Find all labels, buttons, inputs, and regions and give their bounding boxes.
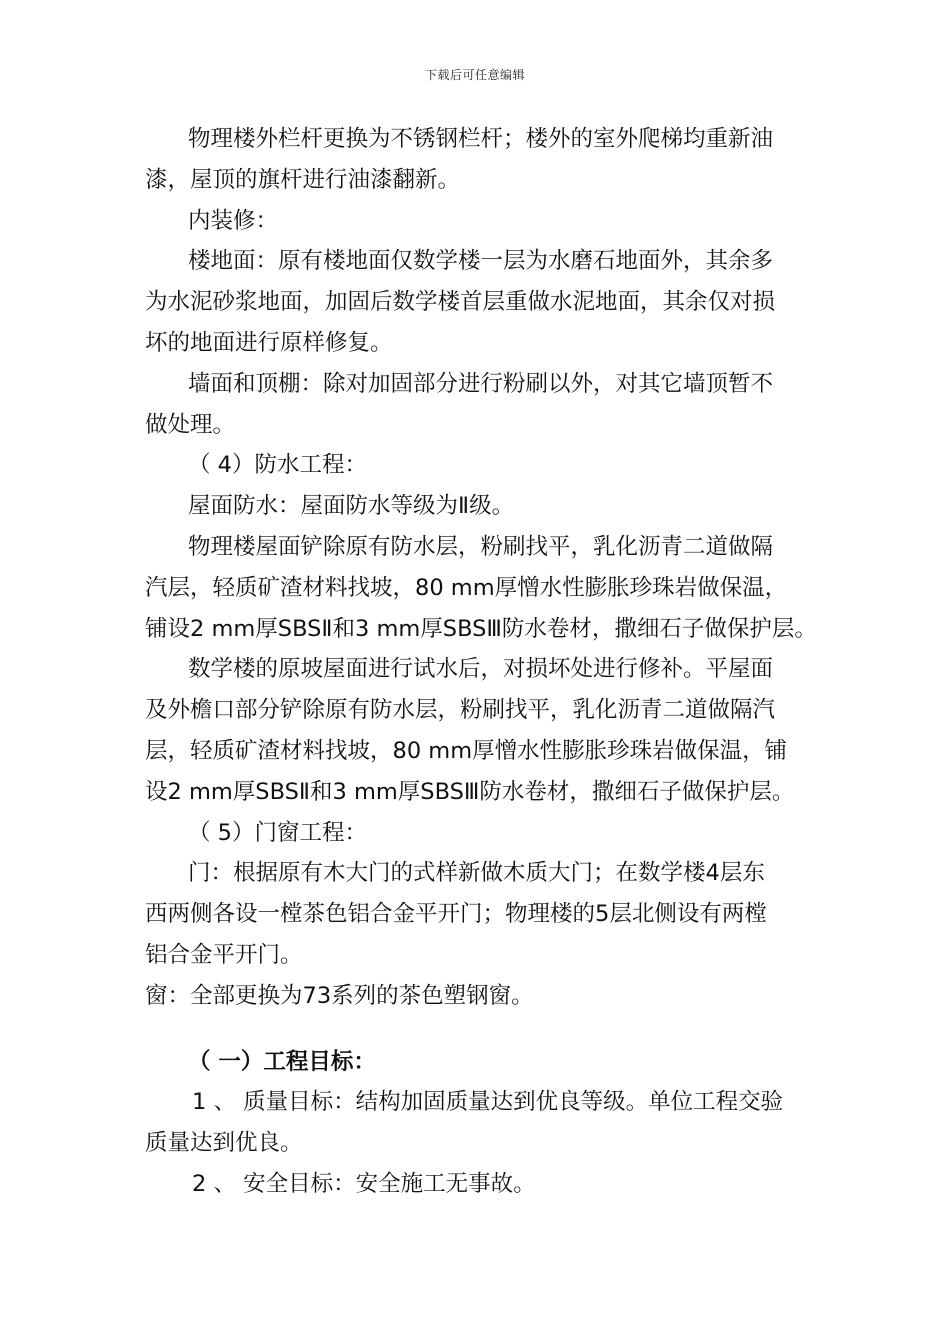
text-line: 铝合金平开门。 [145, 941, 303, 968]
text-line: （ 一）工程目标： [188, 1048, 376, 1075]
text-line: 漆，屋顶的旗杆进行油漆翻新。 [145, 166, 461, 193]
text-line: 西两侧各设一樘茶色铝合金平开门；物理楼的5层北侧设有两樘 [145, 901, 767, 928]
text-line: 数学楼的原坡屋面进行试水后，对损坏处进行修补。平屋面 [188, 656, 774, 683]
goal-item-quality [145, 1082, 817, 1164]
paragraph-wall-ceiling [145, 364, 817, 446]
section-spacer [145, 1017, 817, 1042]
text-line: 门：根据原有木大门的式样新做木质大门；在数学楼4层东 [188, 860, 765, 887]
paragraph-floor [145, 241, 817, 363]
paragraph-physics-roof [145, 527, 817, 649]
text-line: 汽层，轻质矿渣材料找坡，80 mm厚憎水性膨胀珍珠岩做保温， [145, 574, 788, 601]
text-line: 墙面和顶棚：除对加固部分进行粉刷以外，对其它墙顶暂不 [188, 370, 774, 397]
text-line: 屋面防水：屋面防水等级为Ⅱ级。 [188, 493, 515, 520]
text-line: （ 5）门窗工程： [188, 819, 367, 846]
text-line: 物理楼屋面铲除原有防水层，粉刷找平，乳化沥青二道做隔 [188, 533, 774, 560]
text-line: 设2 mm厚SBSⅡ和3 mm厚SBSⅢ防水卷材，撒细石子做保护层。 [145, 778, 795, 805]
text-line: 质量达到优良。 [145, 1130, 303, 1157]
text-line: 物理楼外栏杆更换为不锈钢栏杆；楼外的室外爬梯均重新油 [188, 126, 774, 152]
paragraph-windows [145, 976, 817, 1017]
text-line: 2 、 安全目标：安全施工无事故。 [192, 1170, 536, 1197]
text-line: 1 、 质量目标：结构加固质量达到优良等级。单位工程交验 [192, 1089, 784, 1116]
document-body [145, 119, 817, 1205]
text-line: 楼地面：原有楼地面仅数学楼一层为水磨石地面外，其余多 [188, 248, 774, 275]
heading-doors-windows [145, 813, 817, 854]
paragraph-exterior-railing [145, 119, 817, 201]
paragraph-interior-heading [145, 201, 817, 242]
heading-waterproofing [145, 445, 817, 486]
text-line: 内装修： [188, 207, 279, 234]
goal-item-safety [145, 1164, 817, 1205]
text-line: 铺设2 mm厚SBSⅡ和3 mm厚SBSⅢ防水卷材，撒细石子做保护层。 [145, 615, 817, 642]
section-title-project-goals [145, 1042, 817, 1083]
text-line: 做处理。 [145, 411, 236, 438]
paragraph-math-roof [145, 649, 817, 812]
text-line: 及外檐口部分铲除原有防水层，粉刷找平，乳化沥青二道做隔汽 [145, 697, 776, 724]
text-line: 坏的地面进行原样修复。 [145, 329, 393, 356]
paragraph-roof-waterproof-grade [145, 486, 817, 527]
text-line: 层，轻质矿渣材料找坡，80 mm厚憎水性膨胀珍珠岩做保温，铺 [145, 737, 788, 764]
paragraph-doors [145, 853, 817, 975]
text-line: 为水泥砂浆地面，加固后数学楼首层重做水泥地面，其余仅对损 [145, 289, 776, 316]
text-line: （ 4）防水工程： [188, 452, 367, 479]
text-line: 窗：全部更换为73系列的茶色塑钢窗。 [145, 982, 534, 1009]
page-header: 下载后可任意编辑 [424, 68, 525, 82]
